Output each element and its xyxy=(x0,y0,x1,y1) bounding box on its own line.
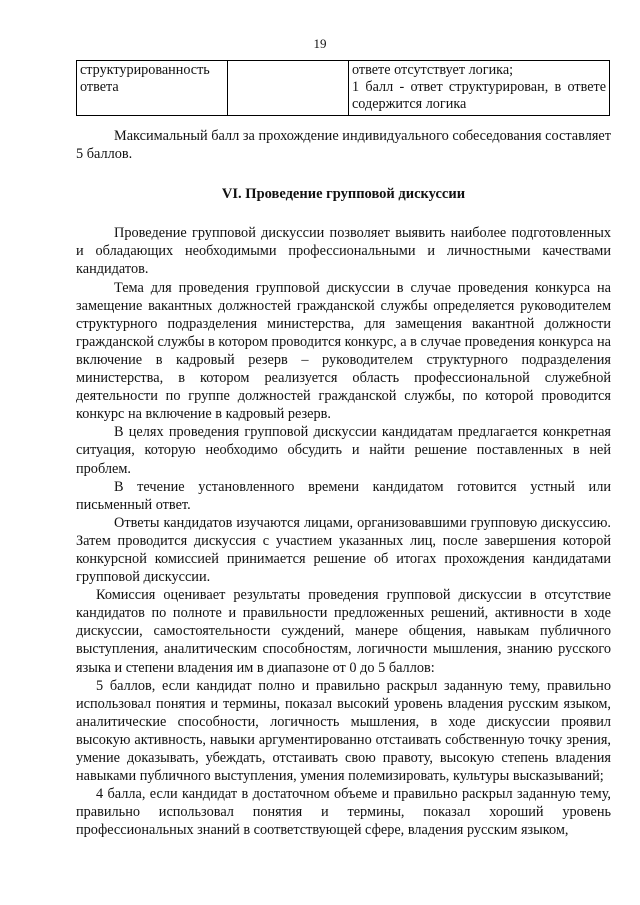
table-cell-scoring xyxy=(349,61,610,116)
paragraph: Тема для проведения групповой дискуссии в случае проведения конкурса на замещение вакантных должностей гражданской службы определяется руководителем структурного подразделения министерства, для замещения вакантной должности гражданской службы в котором проводится конкурс, а в случае проведения конкурса на включение в кадровый резерв – руководителем структурного подразделения министерства, в котором реализуется область профессиональной служебной деятельности по группе должностей гражданской службы, по которой проводится конкурс на включение в кадровый резерв. xyxy=(76,279,611,423)
table-cell-criterion: структурированность ответа xyxy=(77,61,228,116)
paragraph: В течение установленного времени кандидатом готовится устный или письменный ответ. xyxy=(76,478,611,513)
paragraph: 5 баллов, если кандидат полно и правильно раскрыл заданную тему, правильно использовал понятия и термины, показал высокий уровень владения русским языком, аналитические способности, логичность мышления, в ходе дискуссии проявил высокую активность, навыки аргументированно отстаивать собственную точку зрения, умение доказывать, убеждать, отстаивать свою правоту, высокую степень владения навыками публичного выступления, умения полемизировать, культуры высказываний; xyxy=(76,677,611,785)
paragraph: Ответы кандидатов изучаются лицами, организовавшими групповую дискуссию. Затем проводится дискуссия с участием указанных лиц, после завершения которой конкурсной комиссией принимается решение об итогах прохождения кандидатами групповой дискуссии. xyxy=(76,514,611,586)
intro-paragraph: Максимальный балл за прохождение индивидуального собеседования составляет 5 баллов. xyxy=(76,128,611,163)
scoring-line-2: 1 балл - ответ структурирован, в ответе содержится логика xyxy=(352,79,606,112)
paragraph: 4 балла, если кандидат в достаточном объеме и правильно раскрыл заданную тему, правильно использовал понятия и термины, показал хороший уровень профессиональных знаний в соответствующей сфере, владения русским языком, xyxy=(76,786,611,839)
paragraph: Комиссия оценивает результаты проведения групповой дискуссии в отсутствие кандидатов по полноте и правильности предложенных решений, активности в ходе дискуссии, самостоятельности суждений, манере общения, навыкам публичного выступления, аналитическим способностям, логичности мышления, знанию русского языка и степени владения им в диапазоне от 0 до 5 баллов: xyxy=(76,587,611,676)
table-row xyxy=(77,61,610,116)
paragraph: Проведение групповой дискуссии позволяет выявить наиболее подготовленных и обладающих необходимыми профессиональными и личностными качествами кандидатов. xyxy=(76,225,611,278)
section-title: VI. Проведение групповой дискуссии xyxy=(221,186,466,203)
scoring-line-1: ответе отсутствует логика; xyxy=(352,62,514,78)
paragraph: В целях проведения групповой дискуссии кандидатам предлагается конкретная ситуация, которую необходимо обсудить и найти решение поставленных в ней проблем. xyxy=(76,424,611,477)
table-cell-empty xyxy=(228,61,349,116)
page-number: 19 xyxy=(313,36,327,51)
body-text xyxy=(76,127,611,839)
evaluation-table xyxy=(76,60,610,116)
